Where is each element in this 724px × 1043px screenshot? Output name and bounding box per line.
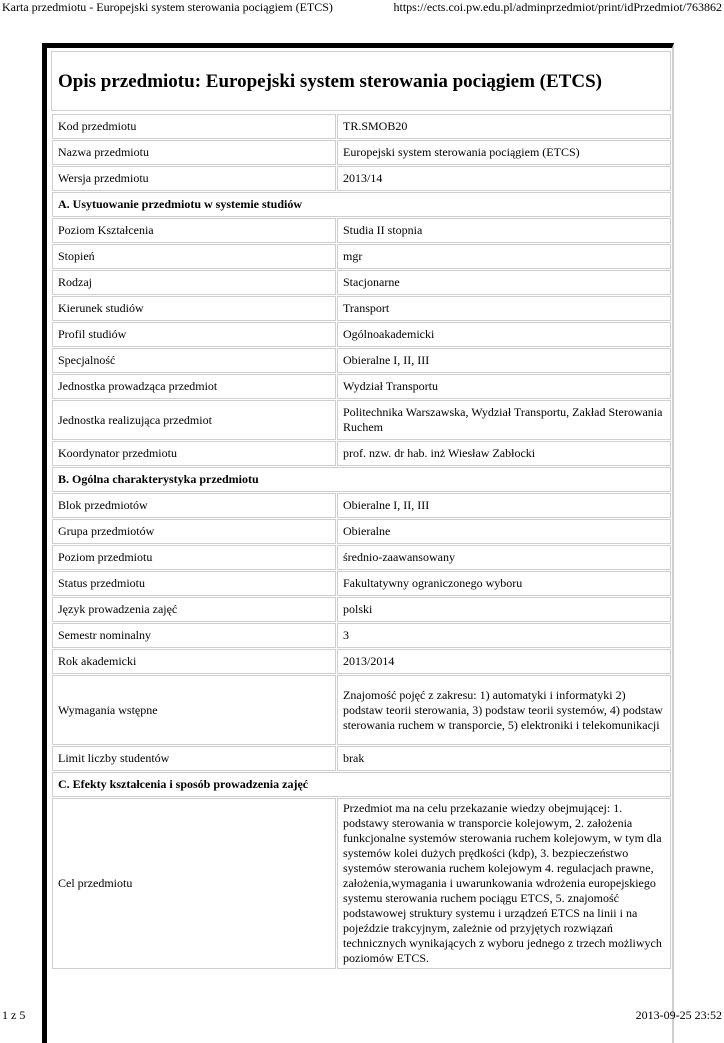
row-label: Limit liczby studentów	[52, 746, 336, 771]
page-title: Opis przedmiotu: Europejski system sterowania pociągiem (ETCS)	[58, 71, 602, 92]
row-label: Wersja przedmiotu	[52, 166, 336, 191]
row-value: mgr	[337, 244, 671, 269]
row-label: Profil studiów	[52, 322, 336, 347]
row-label: Rodzaj	[52, 270, 336, 295]
row-value: Znajomość pojęć z zakresu: 1) automatyki i informatyki 2) podstaw teorii sterowania, 3) podstaw teorii systemów, 4) podstaw sterowania ruchem w transporcie, 5) elektroniki i telekomunikacji	[337, 675, 671, 745]
row-label: Jednostka realizująca przedmiot	[52, 400, 336, 440]
row-label: Specjalność	[52, 348, 336, 373]
row-label: Wymagania wstępne	[52, 675, 336, 745]
table-row	[52, 296, 671, 321]
row-label: Poziom Kształcenia	[52, 218, 336, 243]
section-title: A. Usytuowanie przedmiotu w systemie studiów	[52, 192, 671, 217]
row-value: Obieralne	[337, 519, 671, 544]
row-value: Przedmiot ma na celu przekazanie wiedzy obejmującej: 1. podstawy sterowania w transporcie kolejowym, 2. założenia funkcjonalne systemów sterowania ruchem kolejowym, w tym dla systemów kolei dużych prędkości (kdp), 3. bezpieczeństwo systemów sterowania ruchem kolejowym 4. regulacjach prawne, założenia,wymagania i uwarunkowania wdrożenia europejskiego systemu sterowania ruchem pociągu ETCS, 5. znajomość podstawowej struktury systemu i urządzeń ETCS na linii i na pojeździe trakcyjnym, zależnie od przyjętych rozwiązań technicznych wynikających z wyboru jednego z trzech możliwych poziomów ETCS.	[337, 798, 671, 969]
table-row	[52, 493, 671, 518]
browser-url: https://ects.coi.pw.edu.pl/adminprzedmiot/print/idPrzedmiot/763862	[393, 0, 722, 14]
table-row	[52, 400, 671, 440]
row-value: Fakultatywny ograniczonego wyboru	[337, 571, 671, 596]
section-header	[52, 192, 671, 217]
table-row	[52, 374, 671, 399]
row-label: Cel przedmiotu	[52, 798, 336, 969]
table-row	[52, 545, 671, 570]
section-title: C. Efekty kształcenia i sposób prowadzenia zajęć	[52, 772, 671, 797]
print-timestamp: 2013-09-25 23:52	[635, 1008, 722, 1022]
row-value: Europejski system sterowania pociągiem (ETCS)	[337, 140, 671, 165]
row-value: 2013/2014	[337, 649, 671, 674]
row-value: Stacjonarne	[337, 270, 671, 295]
row-label: Koordynator przedmiotu	[52, 441, 336, 466]
row-label: Grupa przedmiotów	[52, 519, 336, 544]
row-value: Transport	[337, 296, 671, 321]
table-row	[52, 218, 671, 243]
table-row	[52, 623, 671, 648]
row-value: prof. nzw. dr hab. inż Wiesław Zabłocki	[337, 441, 671, 466]
row-value: średnio-zaawansowany	[337, 545, 671, 570]
row-label: Rok akademicki	[52, 649, 336, 674]
row-label: Blok przedmiotów	[52, 493, 336, 518]
table-row	[52, 140, 671, 165]
browser-page-title: Karta przedmiotu - Europejski system sterowania pociągiem (ETCS)	[2, 0, 333, 14]
table-row	[52, 746, 671, 771]
row-value: Studia II stopnia	[337, 218, 671, 243]
table-row	[52, 166, 671, 191]
row-value: TR.SMOB20	[337, 114, 671, 139]
row-value: brak	[337, 746, 671, 771]
title-box	[51, 51, 671, 111]
course-info-table	[51, 113, 672, 970]
row-label: Jednostka prowadząca przedmiot	[52, 374, 336, 399]
row-label: Kierunek studiów	[52, 296, 336, 321]
section-title: B. Ogólna charakterystyka przedmiotu	[52, 467, 671, 492]
table-row	[52, 348, 671, 373]
row-value: Wydział Transportu	[337, 374, 671, 399]
row-value: Politechnika Warszawska, Wydział Transportu, Zakład Sterowania Ruchem	[337, 400, 671, 440]
row-value: Ogólnoakademicki	[337, 322, 671, 347]
row-value: Obieralne I, II, III	[337, 493, 671, 518]
section-header	[52, 772, 671, 797]
table-row	[52, 114, 671, 139]
row-label: Język prowadzenia zajęć	[52, 597, 336, 622]
table-row	[52, 441, 671, 466]
table-row	[52, 649, 671, 674]
table-row	[52, 571, 671, 596]
table-row	[52, 322, 671, 347]
row-label: Semestr nominalny	[52, 623, 336, 648]
page-counter: 1 z 5	[2, 1008, 26, 1022]
table-row	[52, 597, 671, 622]
row-value: 2013/14	[337, 166, 671, 191]
table-row	[52, 519, 671, 544]
row-value: 3	[337, 623, 671, 648]
table-row	[52, 675, 671, 745]
row-value: Obieralne I, II, III	[337, 348, 671, 373]
row-label: Status przedmiotu	[52, 571, 336, 596]
document-frame	[42, 43, 674, 1043]
row-label: Kod przedmiotu	[52, 114, 336, 139]
row-label: Stopień	[52, 244, 336, 269]
table-row	[52, 270, 671, 295]
section-header	[52, 467, 671, 492]
table-row	[52, 244, 671, 269]
table-row	[52, 798, 671, 969]
row-value: polski	[337, 597, 671, 622]
row-label: Poziom przedmiotu	[52, 545, 336, 570]
row-label: Nazwa przedmiotu	[52, 140, 336, 165]
